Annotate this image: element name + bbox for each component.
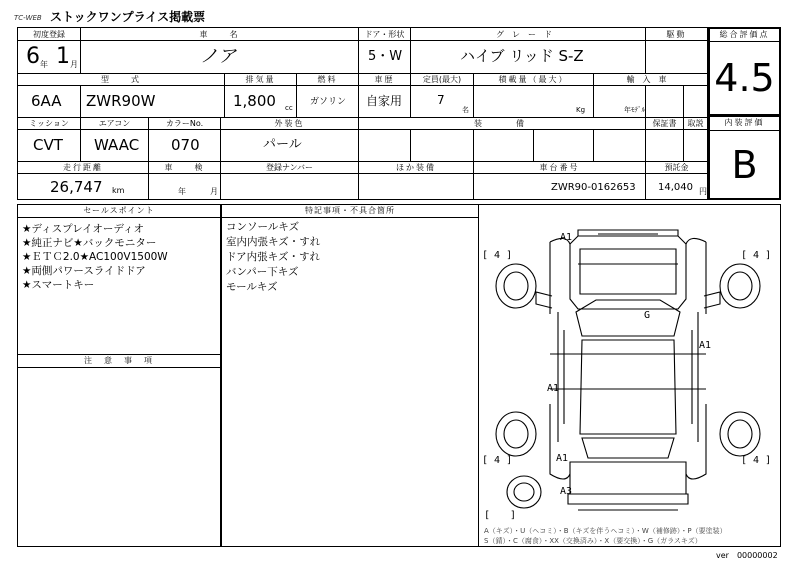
inspection-year-unit: 年 xyxy=(178,187,186,196)
recycle-fee: 14,040 xyxy=(658,182,693,193)
h-model: 型 式 xyxy=(101,75,141,84)
color-no: 070 xyxy=(171,136,200,154)
h-warranty: 保証書 xyxy=(652,119,677,128)
list-item: ★両側パワースライドドア xyxy=(22,265,146,277)
h-recycle: 預託金 xyxy=(664,163,689,172)
h-mileage: 走行距離 xyxy=(63,163,103,172)
first-reg-year-unit: 年 xyxy=(40,60,48,69)
h-fuel: 燃料 xyxy=(317,75,338,84)
first-reg-month: 1 xyxy=(56,44,70,69)
sales-points-list xyxy=(22,222,168,292)
mark-right-side: A1 xyxy=(699,340,712,351)
h-first-reg: 初度登録 xyxy=(33,30,65,39)
h-usage: 車歴 xyxy=(374,75,395,84)
list-item: ★ＥＴＣ2.0★AC100V1500W xyxy=(22,251,168,263)
h-door-shape: ドア・形状 xyxy=(364,30,405,39)
h-grade: グレード xyxy=(496,30,560,39)
h-import: 輸入車 xyxy=(626,75,675,84)
mileage: 26,747 xyxy=(50,178,103,196)
h-other-equip: ほか装備 xyxy=(396,163,436,172)
h-equipment: 装 備 xyxy=(474,119,530,128)
car-condition-diagram xyxy=(478,204,780,546)
h-drive: 駆動 xyxy=(666,30,687,39)
interior-score-header: 内装評価 xyxy=(710,116,779,131)
sales-points-heading: セールスポイント xyxy=(83,206,155,215)
mark-roof: G xyxy=(644,310,651,321)
capacity-unit: 名 xyxy=(462,106,469,114)
mark-front-bumper: A1 xyxy=(560,232,573,243)
mileage-unit: km xyxy=(112,186,125,195)
h-chassis: 車台番号 xyxy=(539,163,580,172)
interior-score-value: B xyxy=(731,143,758,187)
mark-left-side: A1 xyxy=(547,383,560,394)
grade: ハイブ リッド S-Z xyxy=(460,47,584,65)
car-name: ノア xyxy=(200,46,236,67)
logo: TC-WEB xyxy=(14,14,42,22)
h-car-name: 車 名 xyxy=(199,30,240,39)
aircon: WAAC xyxy=(94,136,140,154)
mark-rear-left: A1 xyxy=(556,453,569,464)
list-item: ドア内張キズ・すれ xyxy=(226,251,320,263)
load-unit: Kg xyxy=(576,106,586,114)
mission: CVT xyxy=(33,136,63,154)
h-exterior-color: 外装色 xyxy=(274,119,305,128)
notes-heading: 注 意 事 項 xyxy=(84,356,154,365)
damage-legend-line-2: S（錆）・C（腐食）・XX（交換済み）・X（要交換）・G（ガラスキズ） xyxy=(484,537,702,545)
list-item: バンパー下キズ xyxy=(226,266,299,278)
chassis-number: ZWR90-0162653 xyxy=(551,182,636,193)
list-item: モールキズ xyxy=(226,281,278,293)
version-label: ver 00000002 xyxy=(716,551,778,560)
overall-score-header: 総合評価点 xyxy=(710,29,779,42)
recycle-unit: 円 xyxy=(699,187,707,196)
model: ZWR90W xyxy=(86,92,156,110)
h-plate: 登録ナンバー xyxy=(265,163,314,172)
fuel: ガソリン xyxy=(310,97,347,107)
h-color-no: カラーNo. xyxy=(165,119,204,128)
door-shape: 5・W xyxy=(368,49,403,64)
tire-rear-left-depth: [ 4 ] xyxy=(482,455,513,466)
h-inspection: 車 検 xyxy=(164,163,205,172)
h-capacity: 定員(最大) xyxy=(422,75,462,84)
h-aircon: エアコン xyxy=(98,119,131,128)
displacement: 1,800 xyxy=(233,92,276,110)
tire-front-right-depth: [ 4 ] xyxy=(741,250,772,261)
first-reg-month-unit: 月 xyxy=(70,60,78,69)
usage: 自家用 xyxy=(366,94,403,108)
import-note: 年ﾓﾃﾞﾙ xyxy=(624,106,645,114)
list-item: ★スマートキー xyxy=(22,279,95,291)
exterior-color: パール xyxy=(263,137,302,152)
inspection-month-unit: 月 xyxy=(210,187,218,196)
special-notes-list xyxy=(226,220,320,295)
list-item: ★ディスプレイオーディオ xyxy=(22,223,144,235)
list-item: コンソールキズ xyxy=(226,221,300,233)
mark-rear-bumper: A3 xyxy=(560,486,573,497)
displacement-unit: cc xyxy=(285,104,293,112)
capacity: 7 xyxy=(437,93,445,107)
h-record: 取説 xyxy=(687,119,704,128)
h-displacement: 排気量 xyxy=(245,75,276,84)
spare-bracket: [ ] xyxy=(484,510,517,521)
tire-rear-right-depth: [ 4 ] xyxy=(741,455,772,466)
model-prefix: 6AA xyxy=(31,92,62,110)
list-item: ★純正ナビ★バックモニター xyxy=(22,237,157,249)
h-mission: ミッション xyxy=(29,119,69,128)
special-notes-heading: 特記事項・不具合箇所 xyxy=(305,206,395,215)
h-load: 積載量（最大） xyxy=(498,75,569,84)
damage-legend-line-1: A（キズ）・U（ヘコミ）・B（キズを伴うヘコミ）・W（補修跡）・P（要塗装） xyxy=(484,527,727,535)
list-item: 室内内張キズ・すれ xyxy=(226,236,321,248)
first-reg-year: 6 xyxy=(26,44,40,69)
overall-score-value: 4.5 xyxy=(714,56,775,100)
tire-front-left-depth: [ 4 ] xyxy=(482,250,513,261)
form-title: ストックワンプライス掲載票 xyxy=(50,10,206,24)
